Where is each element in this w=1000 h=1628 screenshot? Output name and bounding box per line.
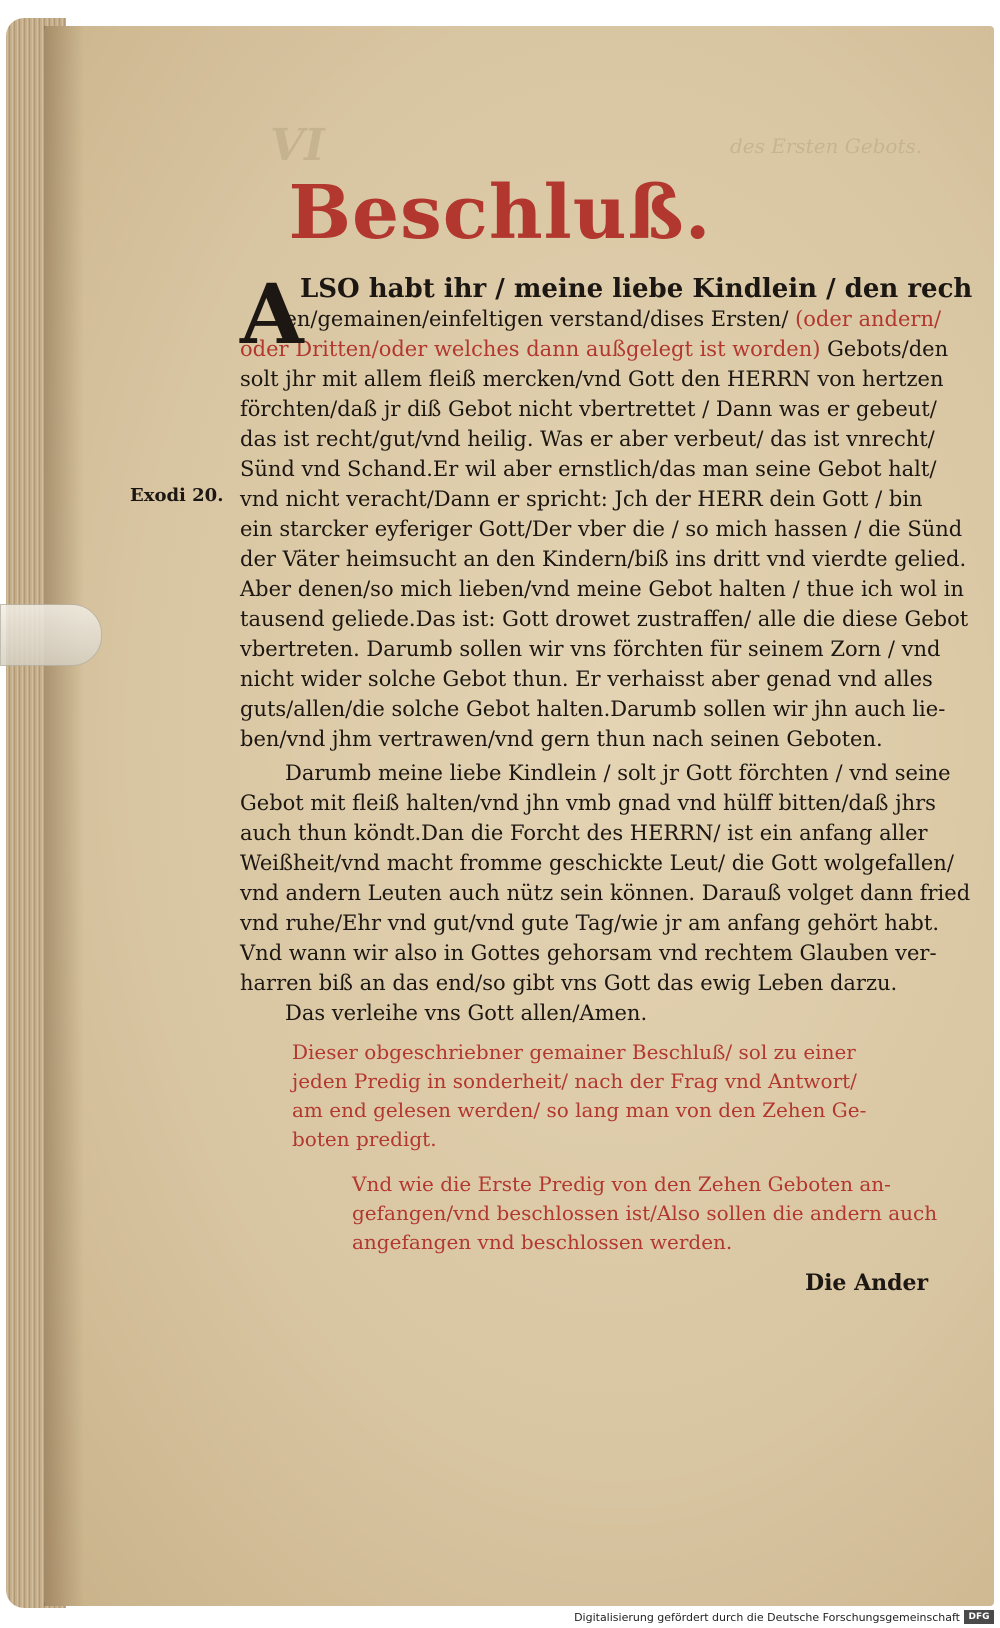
text-line: angefangen vnd beschlossen werden. [352, 1230, 733, 1254]
text-line: Aber denen/so mich lieben/vnd meine Gebot halten / thue ich wol in [240, 577, 964, 601]
drop-cap: A [240, 267, 304, 363]
text-line: gefangen/vnd beschlossen ist/Also sollen die andern auch [352, 1201, 938, 1225]
text-line: Sünd vnd Schand.Er wil aber ernstlich/das man seine Gebot halt/ [240, 457, 937, 481]
text-line-part: ten/gemainen/einfeltigen verstand/dises Ersten/ [276, 307, 789, 331]
rubric-text: oder Dritten/oder welches dann außgelegt ist worden) [240, 337, 821, 361]
ghost-running-title: des Ersten Gebots. [730, 134, 923, 158]
catchword: Die Ander [805, 1270, 929, 1296]
paragraph-conclusion [240, 267, 973, 754]
text-line: ben/vnd jhm vertrawen/vnd gern thun nach seinen Geboten. [240, 727, 883, 751]
rubric-instruction-2 [352, 1170, 938, 1257]
text-line: nicht wider solche Gebot thun. Er verhaisst aber genad vnd alles [240, 667, 933, 691]
text-line: förchten/daß jr diß Gebot nicht vbertrettet / Dann was er gebeut/ [240, 397, 937, 421]
rubric-instruction-1 [292, 1038, 932, 1154]
text-line: Gebot mit fleiß halten/vnd jhn vmb gnad vnd hülff bitten/daß jhrs [240, 791, 936, 815]
text-line: Vnd wann wir also in Gottes gehorsam vnd rechtem Glauben ver- [240, 941, 937, 965]
text-line: Darumb meine liebe Kindlein / solt jr Gott förchten / vnd seine [285, 761, 951, 785]
text-line: vnd andern Leuten auch nütz sein können. Darauß volget dann fried [240, 881, 971, 905]
rubric-text: (oder andern/ [795, 307, 942, 331]
text-line: harren biß an das end/so gibt vns Gott das ewig Leben darzu. [240, 971, 898, 995]
text-line: Vnd wie die Erste Predig von den Zehen Geboten an- [352, 1172, 891, 1196]
dfg-logo: DFG [964, 1610, 994, 1624]
text-line: auch thun köndt.Dan die Forcht des HERRN/ ist ein anfang aller [240, 821, 928, 845]
paragraph-exhortation [240, 758, 971, 1028]
text-line: LSO habt ihr / meine liebe Kindlein / den rech [300, 274, 973, 304]
ghost-page-number: VI [270, 120, 325, 171]
text-line: solt jhr mit allem fleiß mercken/vnd Gott den HERRN von hertzen [240, 367, 944, 391]
text-line: vnd ruhe/Ehr vnd gut/vnd gute Tag/wie jr am anfang gehört habt. [240, 911, 939, 935]
text-line: jeden Predig in sonderheit/ nach der Frag vnd Antwort/ [292, 1069, 857, 1093]
text-line: ein starcker eyferiger Gott/Der vber die / so mich hassen / die Sünd [240, 517, 963, 541]
gutter-shadow [44, 26, 84, 1606]
text-line: Dieser obgeschriebner gemainer Beschluß/ sol zu einer [292, 1040, 856, 1064]
page-marker-tab [0, 604, 102, 666]
text-line [240, 334, 949, 364]
text-line: der Väter heimsucht an den Kindern/biß ins dritt vnd vierdte gelied. [240, 547, 967, 571]
margin-reference: Exodi 20. [130, 485, 224, 506]
text-line: das ist recht/gut/vnd heilig. Was er aber verbeut/ das ist vnrecht/ [240, 427, 935, 451]
text-line: tausend geliede.Das ist: Gott drowet zustraffen/ alle die diese Gebot [240, 607, 969, 631]
section-title: Beschluß. [288, 170, 712, 256]
text-line: boten predigt. [292, 1127, 437, 1151]
text-line [240, 304, 942, 334]
text-line: vnd nicht veracht/Dann er spricht: Jch der HERR dein Gott / bin [240, 487, 923, 511]
text-line-part: Gebots/den [827, 337, 949, 361]
text-line: Das verleihe vns Gott allen/Amen. [285, 1001, 648, 1025]
text-line: vbertreten. Darumb sollen wir vns förchten für seinem Zorn / vnd [240, 637, 941, 661]
text-line: Weißheit/vnd macht fromme geschickte Leut/ die Gott wolgefallen/ [240, 851, 954, 875]
text-line: guts/allen/die solche Gebot halten.Darumb sollen wir jhn auch lie- [240, 697, 946, 721]
footer-credit: Digitalisierung gefördert durch die Deutsche Forschungsgemeinschaft [574, 1611, 960, 1624]
text-line: am end gelesen werden/ so lang man von den Zehen Ge- [292, 1098, 867, 1122]
